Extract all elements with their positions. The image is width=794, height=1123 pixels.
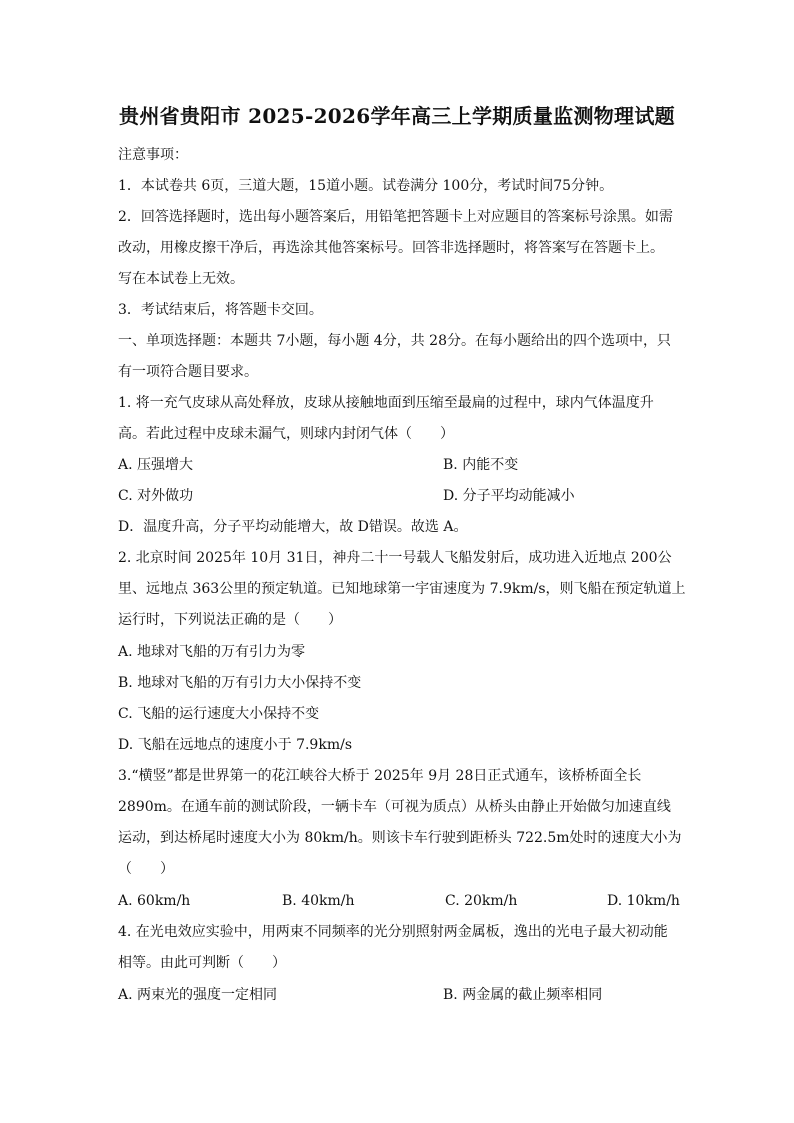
question-3-option-b: B. 40km/h (282, 893, 355, 909)
question-2-option-a: A. 地球对飞船的万有引力为零 (118, 644, 306, 660)
question-3-option-c: C. 20km/h (445, 893, 518, 909)
question-1-option-c: C. 对外做功 (118, 488, 194, 504)
question-2-option-c: C. 飞船的运行速度大小保持不变 (118, 706, 320, 722)
question-1-option-d: D. 分子平均动能减小 (443, 488, 575, 504)
question-2-line-2: 里、远地点 363公里的预定轨道。已知地球第一宇宙速度为 7.9km/s，则飞船在预定轨道上 (118, 581, 686, 597)
page-title: 贵州省贵阳市 2025-2026学年高三上学期质量监测物理试题 (119, 104, 675, 128)
question-4-line-2: 相等。由此可判断（ ） (118, 955, 286, 971)
question-3-option-a: A. 60km/h (118, 893, 191, 909)
notice-heading: 注意事项： (118, 147, 188, 163)
question-2-option-b: B. 地球对飞船的万有引力大小保持不变 (118, 675, 362, 691)
question-1-line-2: 高。若此过程中皮球未漏气，则球内封闭气体（ ） (118, 426, 454, 442)
question-1-line-1: 1. 将一充气皮球从高处释放，皮球从接触地面到压缩至最扁的过程中，球内气体温度升 (118, 395, 654, 411)
notice-item-2-line-3: 写在本试卷上无效。 (118, 271, 244, 287)
notice-item-1: 1．本试卷共 6页，三道大题，15道小题。试卷满分 100分，考试时间75分钟。 (118, 178, 614, 194)
question-1-option-b: B. 内能不变 (443, 457, 519, 473)
question-2-option-d: D. 飞船在远地点的速度小于 7.9km/s (118, 737, 353, 753)
question-1-explanation: D．温度升高，分子平均动能增大，故 D错误。故选 A。 (118, 519, 468, 535)
question-4-option-b: B. 两金属的截止频率相同 (443, 987, 603, 1003)
notice-item-2-line-2: 改动，用橡皮擦干净后，再选涂其他答案标号。回答非选择题时，将答案写在答题卡上。 (118, 240, 664, 256)
question-2-line-3: 运行时，下列说法正确的是（ ） (118, 612, 342, 628)
notice-item-3: 3．考试结束后，将答题卡交回。 (118, 302, 323, 318)
question-3-line-1: 3.“横竖”都是世界第一的花江峡谷大桥于 2025年 9月 28日正式通车，该桥桥面全长 (118, 768, 642, 784)
question-3-line-4: （ ） (118, 861, 174, 877)
section-heading-line-2: 有一项符合题目要求。 (118, 364, 258, 380)
question-3-option-d: D. 10km/h (607, 893, 680, 909)
section-heading-line-1: 一、单项选择题：本题共 7小题，每小题 4分，共 28分。在每小题给出的四个选项中，只 (118, 333, 671, 349)
notice-item-2-line-1: 2．回答选择题时，选出每小题答案后，用铅笔把答题卡上对应题目的答案标号涂黑。如需 (118, 209, 673, 225)
question-1-option-a: A. 压强增大 (118, 457, 194, 473)
question-2-line-1: 2. 北京时间 2025年 10月 31日，神舟二十一号载人飞船发射后，成功进入近地点 200公 (118, 550, 672, 566)
question-3-line-3: 运动，到达桥尾时速度大小为 80km/h。则该卡车行驶到距桥头 722.5m处时的速度大小为 (118, 830, 682, 846)
question-3-line-2: 2890m。在通车前的测试阶段，一辆卡车（可视为质点）从桥头由静止开始做匀加速直线 (118, 799, 671, 815)
question-4-line-1: 4. 在光电效应实验中，用两束不同频率的光分别照射两金属板，逸出的光电子最大初动能 (118, 924, 668, 940)
question-4-option-a: A. 两束光的强度一定相同 (118, 987, 278, 1003)
